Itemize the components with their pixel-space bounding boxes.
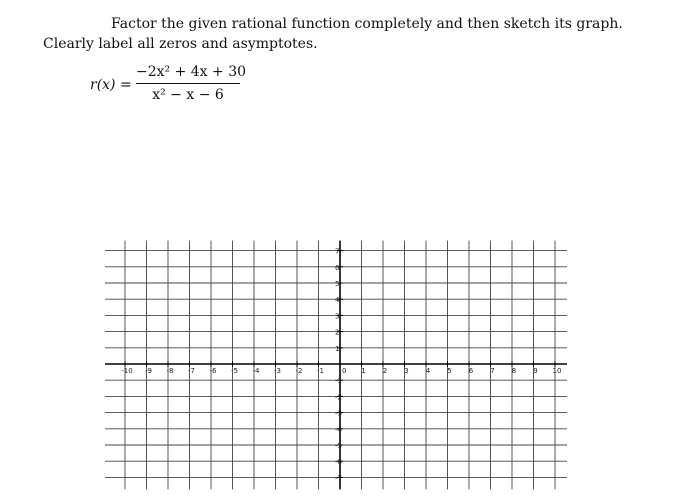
y-tick-label: -1 [335,377,342,386]
x-tick-label: -6 [209,367,217,375]
y-tick-label: 6 [335,263,340,272]
x-tick-label: 0 [342,367,347,375]
denominator: x² − x − 6 [152,87,224,103]
y-tick-label: -3 [335,409,342,418]
function-name: r(x) = [90,77,132,93]
y-tick-label: -2 [335,393,342,402]
x-tick-label: 4 [425,367,431,375]
y-tick-label: 5 [335,280,340,288]
x-tick-label: 2 [382,367,388,375]
y-tick-label: 7 [335,247,340,256]
x-tick-label: -4 [252,367,260,375]
y-tick-label: 3 [335,312,340,321]
x-tick-label: -2 [295,367,303,375]
x-tick-label: -5 [231,367,238,375]
x-tick-label: 3 [404,367,409,375]
x-tick-label: 1 [361,367,366,375]
y-tick-label: -7 [335,474,342,483]
problem-instructions: Factor the given rational function completely and then sketch its graph. Clearly label all zeros and asymptotes. [43,16,623,52]
y-tick-label: -4 [335,425,342,434]
y-tick-label: -6 [335,458,342,467]
x-tick-label: -3 [274,367,281,375]
x-tick-label: 7 [490,367,495,375]
x-tick-label: -9 [145,367,152,375]
x-tick-label: -1 [317,367,324,375]
x-tick-label: -10 [121,367,133,375]
x-tick-label: -8 [166,367,174,375]
x-tick-label: 9 [533,367,538,375]
y-tick-label: 4 [335,296,340,305]
x-tick-label: -7 [188,367,195,375]
y-tick-label: -5 [335,442,342,450]
x-tick-label: 8 [511,367,517,375]
y-tick-label: 2 [335,328,340,337]
y-tick-label: 1 [335,344,340,353]
x-tick-label: 5 [447,367,452,375]
x-tick-label: 6 [468,367,474,375]
x-tick-label: 10 [552,367,562,375]
numerator: −2x² + 4x + 30 [136,64,247,80]
